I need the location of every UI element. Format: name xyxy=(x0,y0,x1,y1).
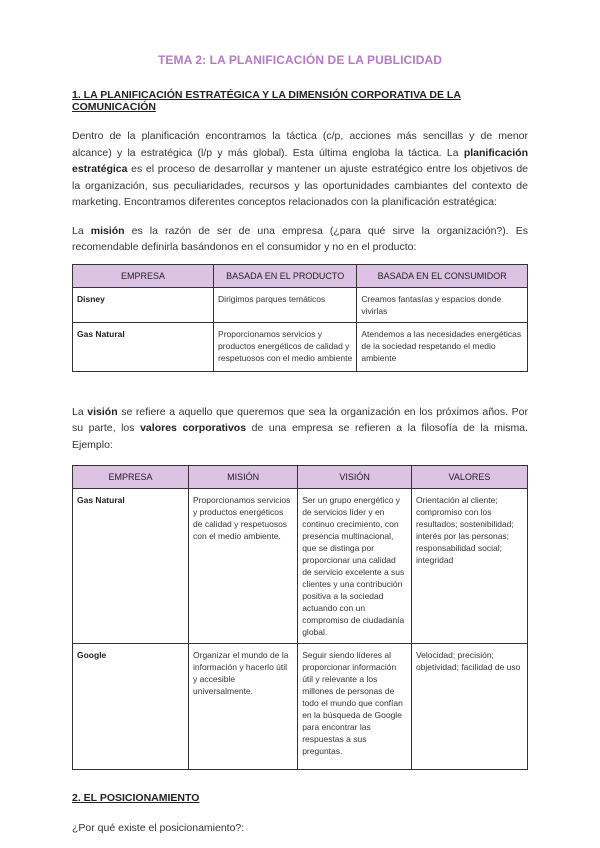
table-cell: Proporcionamos servicios y productos energéticos de calidad y respetuosos con el medio ambiente. xyxy=(189,489,298,644)
paragraph-planning-text-a: Dentro de la planificación encontramos la táctica (c/p, acciones más sencillas y de menor alcance) y la estratégica (l/p y más global). Esta última engloba la táctica. La xyxy=(72,130,528,159)
col-header-empresa: EMPRESA xyxy=(73,264,214,287)
col-header-consumidor: BASADA EN EL CONSUMIDOR xyxy=(357,264,528,287)
page-title: TEMA 2: LA PLANIFICACIÓN DE LA PUBLICIDAD xyxy=(157,53,443,67)
table-cell: Orientación al cliente; compromiso con los resultados; sostenibilidad; interés por las personas; responsabilidad social; integridad xyxy=(411,489,527,644)
table-row xyxy=(73,287,528,322)
table-cell-company: Google xyxy=(73,644,189,770)
paragraph-planning xyxy=(72,128,528,211)
corporate-values-table xyxy=(72,465,528,770)
table-row xyxy=(73,322,528,371)
table-cell: Dirigimos parques temáticos xyxy=(214,287,357,322)
section-1-heading: 1. LA PLANIFICACIÓN ESTRATÉGICA Y LA DIMENSIÓN CORPORATIVA DE LA COMUNICACIÓN xyxy=(72,89,461,113)
table-row xyxy=(73,644,528,770)
col-header-mision: MISIÓN xyxy=(189,466,298,489)
paragraph-mission xyxy=(72,223,528,256)
table-cell: Velocidad; precisión; objetividad; facilidad de uso xyxy=(411,644,527,770)
term-planificacion-estrategica: planificación estratégica xyxy=(72,146,528,175)
paragraph-positioning-question: ¿Por qué existe el posicionamiento?: xyxy=(72,822,245,834)
col-header-vision: VISIÓN xyxy=(298,466,412,489)
table-cell-company: Gas Natural xyxy=(73,489,189,644)
table-cell: Organizar el mundo de la información y hacerlo útil y accesible universalmente. xyxy=(189,644,298,770)
paragraph-vision-text-e: de una empresa se refieren a la filosofía de la misma. Ejemplo: xyxy=(72,422,528,451)
table-cell: Creamos fantasías y espacios donde vivirlas xyxy=(357,287,528,322)
paragraph-vision-text-c: se refiere a aquello que queremos que sea la organización en los próximos años. Por su parte, los xyxy=(72,405,528,434)
mission-comparison-table xyxy=(72,264,528,372)
table-cell: Seguir siendo líderes al proporcionar información útil y relevante a los millones de personas de todo el mundo que confían en la búsqueda de Google para encontrar las respuestas a sus preguntas. xyxy=(298,644,412,770)
table-cell: Proporcionamos servicios y productos energéticos de calidad y respetuosos con el medio ambiente xyxy=(214,322,357,371)
paragraph-mission-text-c: es la razón de ser de una empresa (¿para qué sirve la organización?). Es recomendable definirla basándonos en el consumidor y no en el producto: xyxy=(72,224,528,253)
term-vision: visión xyxy=(87,405,118,418)
col-header-valores: VALORES xyxy=(411,466,527,489)
table-cell: Ser un grupo energético y de servicios líder y en continuo crecimiento, con presencia multinacional, que se distinga por proporcionar una calidad de servicio excelente a sus clientes y una contribución positiva a la sociedad actuando con un compromiso de ciudadanía global. xyxy=(298,489,412,644)
table-row xyxy=(73,489,528,644)
table-header-row xyxy=(73,264,528,287)
term-valores-corporativos: valores corporativos xyxy=(140,422,247,434)
col-header-producto: BASADA EN EL PRODUCTO xyxy=(214,264,357,287)
paragraph-planning-text-c: es el proceso de desarrollar y mantener un ajuste estratégico entre los objetivos de la organización, sus peculiaridades, recursos y las oportunidades cambiantes del contexto de marketing. Encontramos diferentes conceptos relacionados con la planificación estratégica: xyxy=(72,163,528,208)
section-2-heading: 2. EL POSICIONAMIENTO xyxy=(72,792,200,804)
term-mision: misión xyxy=(90,224,125,237)
table-header-row xyxy=(73,466,528,489)
table-cell-company: Gas Natural xyxy=(73,322,214,371)
paragraph-vision-text-a: La xyxy=(72,405,88,418)
paragraph-mission-text-a: La xyxy=(72,224,91,237)
table-cell-company: Disney xyxy=(73,287,214,322)
col-header-empresa: EMPRESA xyxy=(73,466,189,489)
table-cell: Atendemos a las necesidades energéticas de la sociedad respetando el medio ambiente xyxy=(357,322,528,371)
paragraph-vision xyxy=(72,404,528,454)
